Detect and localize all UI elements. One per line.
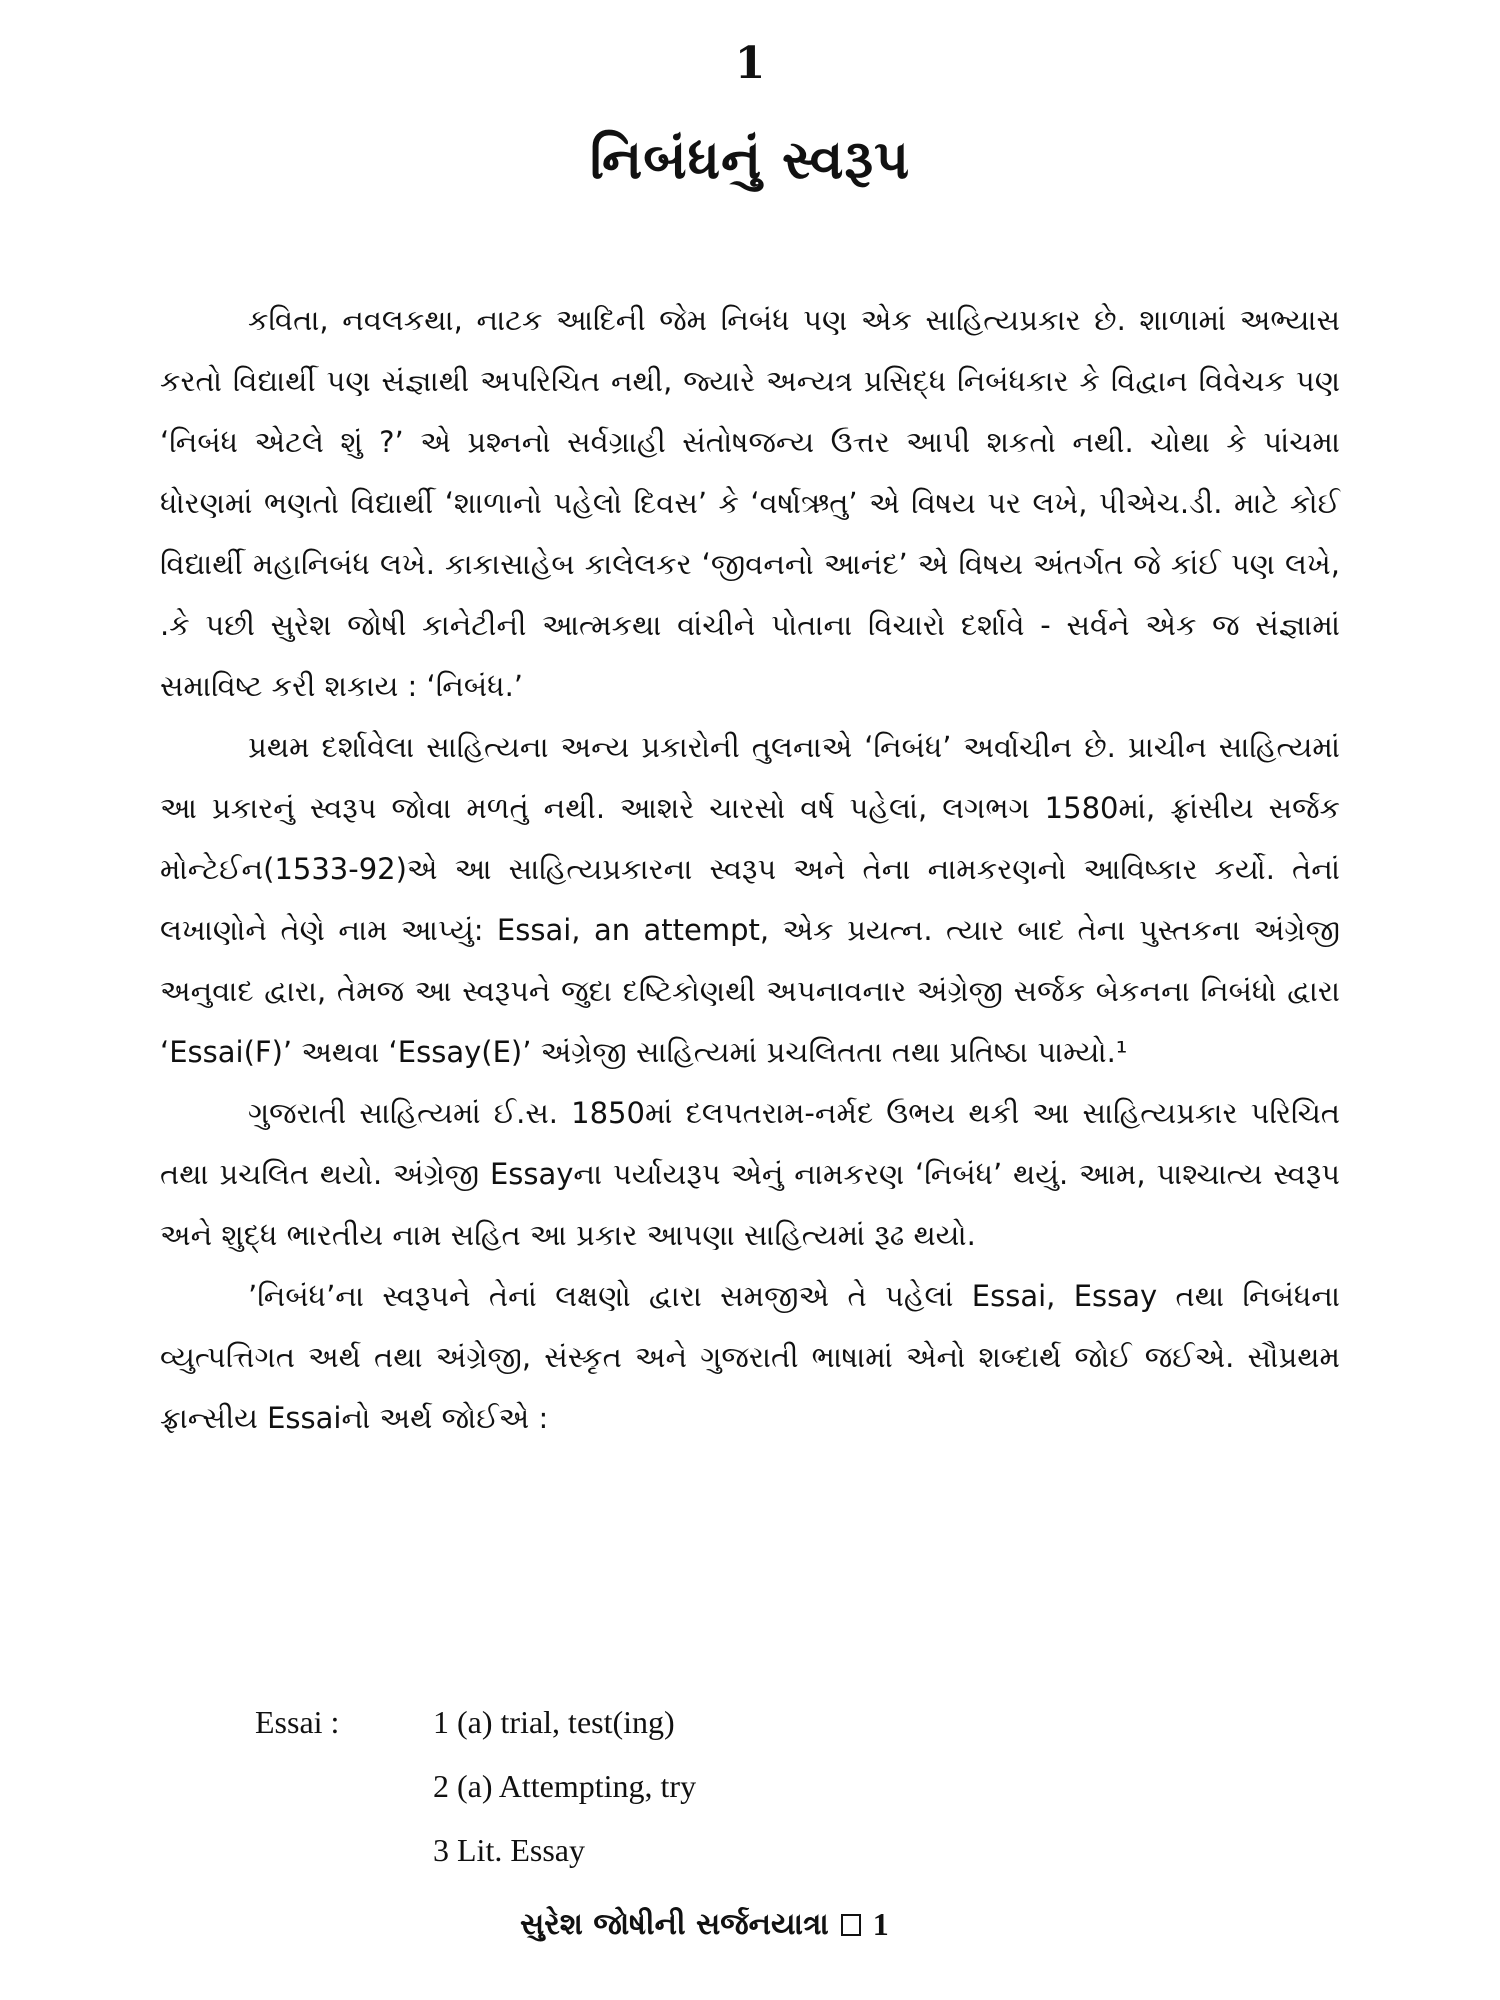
body-text (160, 290, 1340, 1449)
definition-term: Essai : (255, 1704, 340, 1740)
paragraph: પ્રથમ દર્શાવેલા સાહિત્યના અન્ય પ્રકારોની તુલનાએ ‘નિબંધ’ અર્વાચીન છે. પ્રાચીન સાહિત્યમાં આ પ્રકારનું સ્વરૂપ જોવા મળતું નથી. આશરે ચારસો વર્ષ પહેલાં, લગભગ 1580માં, ફ્રાંસીય સર્જક મોન્ટેઈન(1533-92)એ આ સાહિત્યપ્રકારના સ્વરૂપ અને તેના નામકરણનો આવિષ્કાર કર્યો. તેનાં લખાણોને તેણે નામ આપ્યું: Essai, an attempt, એક પ્રયત્ન. ત્યાર બાદ તેના પુસ્તકના અંગ્રેજી અનુવાદ દ્વારા, તેમજ આ સ્વરૂપને જુદા દષ્ટિકોણથી અપનાવનાર અંગ્રેજી સર્જક બેકનના નિબંધો દ્વારા ‘Essai(F)’ અથવા ‘Essay(E)’ અંગ્રેજી સાહિત્યમાં પ્રચલિતતા તથા પ્રતિષ્ઠા પામ્યો.¹ (160, 730, 1340, 1069)
paragraph: ગુજરાતી સાહિત્યમાં ઈ.સ. 1850માં દલપતરામ-નર્મદ ઉભય થકી આ સાહિત્યપ્રકાર પરિચિત તથા પ્રચલિત થયો. અંગ્રેજી Essayના પર્યાયરૂપ એનું નામકરણ ‘નિબંધ’ થયું. આમ, પાશ્ચાત્ય સ્વરૂપ અને શુદ્ધ ભારતીય નામ સહિત આ પ્રકાર આપણા સાહિત્યમાં રૂઢ થયો. (160, 1096, 1340, 1252)
definition-row (255, 1754, 1155, 1818)
page-footer (520, 1906, 1220, 1943)
definition-term-spacer (255, 1754, 433, 1818)
chapter-title: નિબંધનું સ્વરૂપ (589, 128, 911, 191)
paragraph: કવિતા, નવલકથા, નાટક આદિની જેમ નિબંધ પણ એક સાહિત્યપ્રકાર છે. શાળામાં અભ્યાસ કરતો વિદ્યાર્થી પણ સંજ્ઞાથી અપરિચિત નથી, જ્યારે અન્યત્ર પ્રસિદ્ધ નિબંધકાર કે વિદ્વાન વિવેચક પણ ‘નિબંધ એટલે શું ?’ એ પ્રશ્નનો સર્વગ્રાહી સંતોષજન્ય ઉત્તર આપી શકતો નથી. ચોથા કે પાંચમા ધોરણમાં ભણતો વિદ્યાર્થી ‘શાળાનો પહેલો દિવસ’ કે ‘વર્ષાઋતુ’ એ વિષય પર લખે, પીએચ.ડી. માટે કોઈ વિદ્યાર્થી મહાનિબંધ લખે. કાકાસાહેબ કાલેલકર ‘જીવનનો આનંદ’ એ વિષય અંતર્ગત જે કાંઈ પણ લખે, .કે પછી સુરેશ જોષી કાનેટીની આત્મકથા વાંચીને પોતાના વિચારો દર્શાવે - સર્વને એક જ સંજ્ઞામાં સમાવિષ્ટ કરી શકાય : ‘નિબંધ.’ (160, 303, 1340, 703)
definition-term-spacer (255, 1818, 433, 1882)
definition-row (255, 1818, 1155, 1882)
chapter-number: 1 (734, 38, 766, 89)
square-icon (841, 1914, 861, 1936)
definition-row (255, 1690, 1155, 1754)
definition-meaning: 3 Lit. Essay (433, 1832, 585, 1868)
paragraph: ’નિબંધ’ના સ્વરૂપને તેનાં લક્ષણો દ્વારા સમજીએ તે પહેલાં Essai, Essay તથા નિબંધના વ્યુત્પત્તિગત અર્થ તથા અંગ્રેજી, સંસ્કૃત અને ગુજરાતી ભાષામાં એનો શબ્દાર્થ જોઈ જઈએ. સૌપ્રથમ ફ્રાન્સીય Essaiનો અર્થ જોઈએ : (160, 1279, 1340, 1435)
footer-book-title: સુરેશ જોષીની સર્જનયાત્રા (520, 1907, 829, 1942)
definition-meaning: 1 (a) trial, test(ing) (433, 1704, 675, 1740)
footer-page-number: 1 (872, 1906, 889, 1942)
definition-meaning: 2 (a) Attempting, try (433, 1768, 697, 1804)
definition-list (255, 1690, 1155, 1882)
